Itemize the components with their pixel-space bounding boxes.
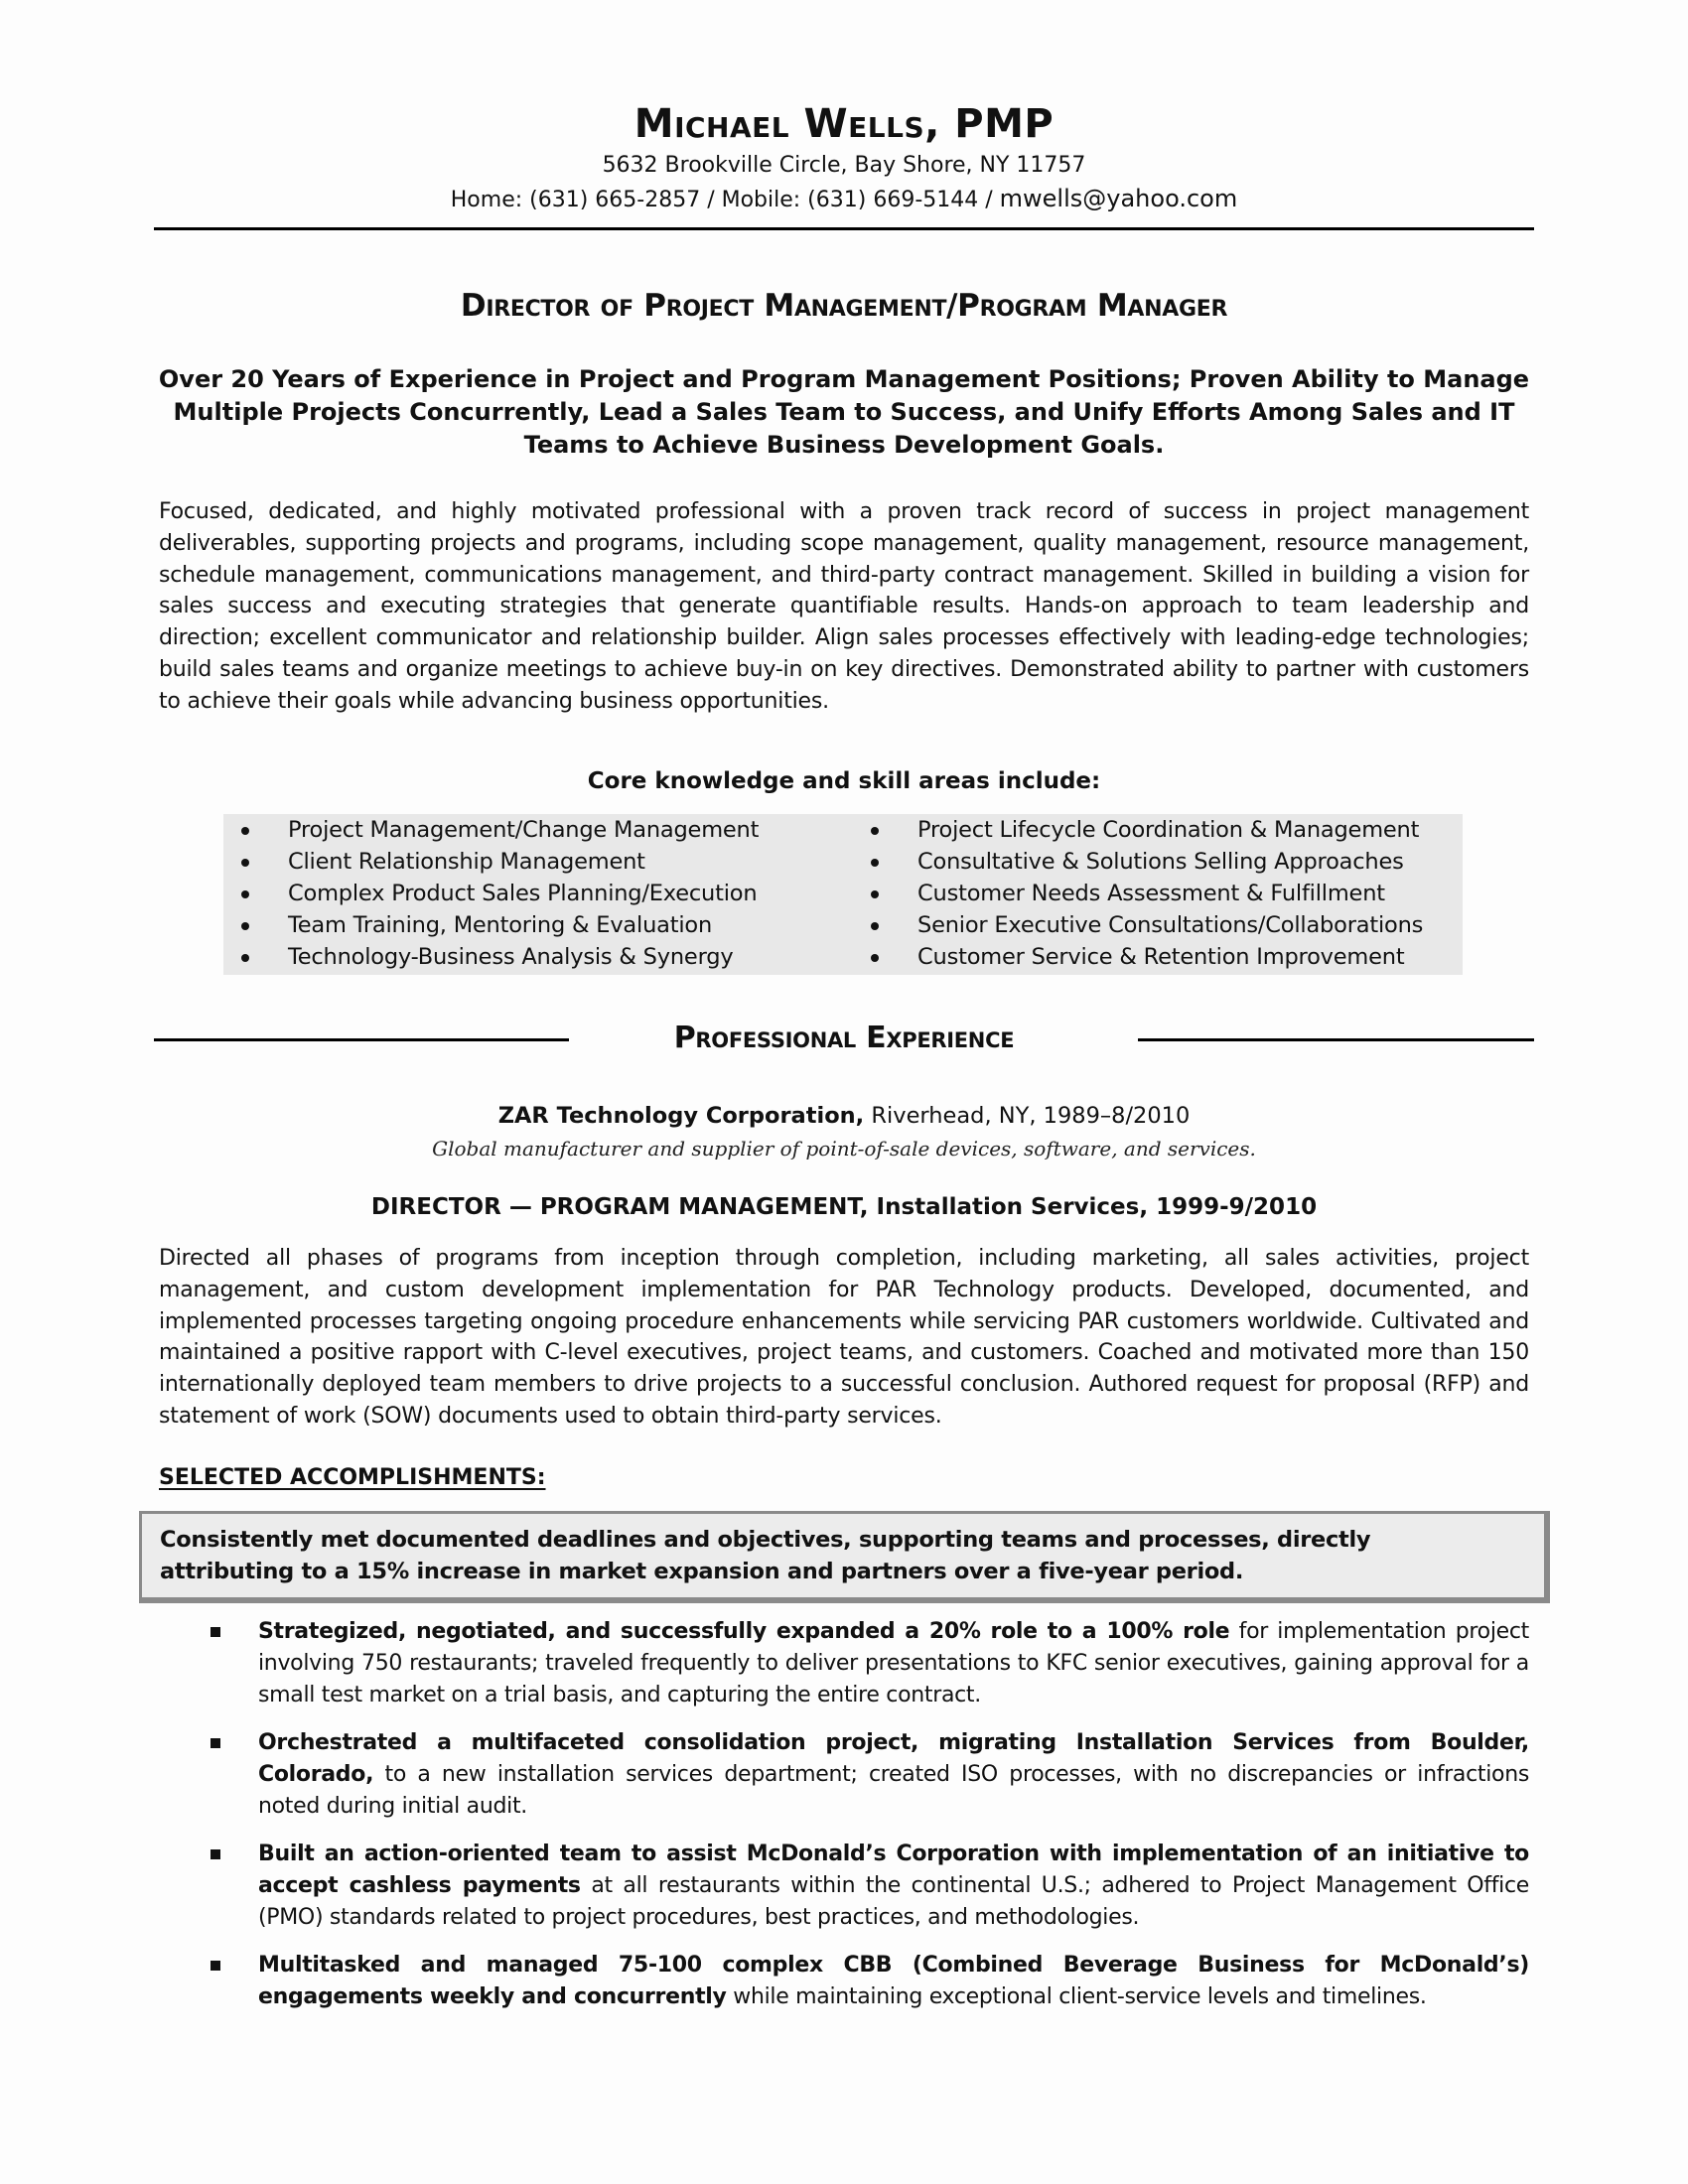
company-line bbox=[0, 1103, 1688, 1129]
bullet-icon bbox=[241, 890, 249, 898]
highlight-text: Consistently met documented deadlines and objectives, supporting teams and processes, directly attributing to a 15% increase in market expansion and partners over a five-year period. bbox=[160, 1527, 1371, 1584]
bullet-icon bbox=[871, 954, 879, 962]
bullet-icon bbox=[871, 859, 879, 867]
accomplishments-list bbox=[211, 1616, 1529, 2029]
skill-item: Technology-Business Analysis & Synergy bbox=[223, 941, 839, 973]
accomplishment-item: Multitasked and managed 75-100 complex CBB (Combined Beverage Business for McDonald’s) engagements weekly and concurrently while maintaining exceptional client-service levels and timelines. bbox=[211, 1950, 1529, 2013]
skill-item: Client Relationship Management bbox=[223, 846, 839, 878]
square-bullet-icon bbox=[211, 1849, 220, 1859]
job-description: Directed all phases of programs from inception through completion, including marketing, all sales activities, project management, and custom development implementation for PAR Technology products. Developed, documented, and implemented processes targeting ongoing procedure enhancements while servicing PAR customers worldwide. Cultivated and maintained a positive rapport with C-level executives, project teams, and customers. Coached and motivated more than 150 internationally deployed team members to drive projects to a successful conclusion. Authored request for proposal (RFP) and statement of work (SOW) documents used to obtain third-party services. bbox=[159, 1246, 1529, 1429]
tagline: Over 20 Years of Experience in Project and Program Management Positions; Proven Ability to Manage Multiple Projects Concurrently, Lead a Sales Team to Success, and Unify Efforts Among Sales and IT Teams to Achieve Business Development Goals. bbox=[158, 365, 1530, 459]
accomplishment-item: Orchestrated a multifaceted consolidation project, migrating Installation Services from Boulder, Colorado, to a new installation services department; created ISO processes, with no discrepancies or infractions noted during initial audit. bbox=[211, 1727, 1529, 1823]
skills-column-left bbox=[223, 814, 839, 973]
contact-line bbox=[0, 185, 1688, 212]
experience-heading: Professional Experience bbox=[673, 1021, 1015, 1055]
core-skills-box bbox=[223, 814, 1463, 975]
bullet-icon bbox=[241, 827, 249, 835]
square-bullet-icon bbox=[211, 1738, 220, 1748]
bullet-icon bbox=[241, 954, 249, 962]
summary-paragraph: Focused, dedicated, and highly motivated professional with a proven track record of success in project management deliverables, supporting projects and programs, including scope management, quality management, resource management, schedule management, communications management, and third-party contract management. Skilled in building a vision for sales success and executing strategies that generate quantifiable results. Hands-on approach to team leadership and direction; excellent communicator and relationship builder. Align sales processes effectively with leading-edge technologies; build sales teams and organize meetings to achieve buy-in on key directives. Demonstrated ability to partner with customers to achieve their goals while advancing business opportunities. bbox=[159, 499, 1529, 714]
highlight-box bbox=[139, 1511, 1550, 1603]
email-link[interactable]: mwells@yahoo.com bbox=[999, 185, 1238, 212]
job-title: DIRECTOR — PROGRAM MANAGEMENT, Installation Services, 1999-9/2010 bbox=[370, 1194, 1318, 1220]
accomplishment-item: Built an action-oriented team to assist McDonald’s Corporation with implementation of an initiative to accept cashless payments at all restaurants within the continental U.S.; adhered to Project Management Office (PMO) standards related to project procedures, best practices, and methodologies. bbox=[211, 1839, 1529, 1934]
skill-item: Project Lifecycle Coordination & Management bbox=[853, 814, 1463, 846]
skill-item: Consultative & Solutions Selling Approaches bbox=[853, 846, 1463, 878]
skill-item: Customer Needs Assessment & Fulfillment bbox=[853, 878, 1463, 909]
skill-item: Complex Product Sales Planning/Execution bbox=[223, 878, 839, 909]
skill-item: Customer Service & Retention Improvement bbox=[853, 941, 1463, 973]
company-location-dates: Riverhead, NY, 1989–8/2010 bbox=[864, 1103, 1191, 1129]
company-description: Global manufacturer and supplier of point-of-sale devices, software, and services. bbox=[432, 1137, 1256, 1160]
bullet-icon bbox=[871, 922, 879, 930]
bullet-icon bbox=[241, 922, 249, 930]
skills-column-right bbox=[853, 814, 1463, 973]
resume-title: Director of Project Management/Program Manager bbox=[460, 288, 1228, 324]
skill-item: Project Management/Change Management bbox=[223, 814, 839, 846]
skill-item: Senior Executive Consultations/Collaborations bbox=[853, 909, 1463, 941]
core-skills-heading: Core knowledge and skill areas include: bbox=[587, 768, 1101, 794]
bullet-icon bbox=[871, 890, 879, 898]
address: 5632 Brookville Circle, Bay Shore, NY 11757 bbox=[602, 153, 1086, 178]
candidate-name: Michael Wells, PMP bbox=[633, 101, 1055, 147]
section-rule-right bbox=[1138, 1038, 1534, 1041]
square-bullet-icon bbox=[211, 1961, 220, 1971]
header-divider bbox=[154, 227, 1534, 230]
bullet-icon bbox=[871, 827, 879, 835]
bullet-icon bbox=[241, 859, 249, 867]
phone-numbers: Home: (631) 665-2857 / Mobile: (631) 669-5144 / bbox=[450, 188, 1000, 212]
skill-item: Team Training, Mentoring & Evaluation bbox=[223, 909, 839, 941]
company-name: ZAR Technology Corporation, bbox=[497, 1103, 865, 1129]
accomplishment-item: Strategized, negotiated, and successfully expanded a 20% role to a 100% role for implementation project involving 750 restaurants; traveled frequently to deliver presentations to KFC senior executives, gaining approval for a small test market on a trial basis, and capturing the entire contract. bbox=[211, 1616, 1529, 1711]
accomplishments-heading: SELECTED ACCOMPLISHMENTS: bbox=[159, 1465, 546, 1490]
square-bullet-icon bbox=[211, 1627, 220, 1637]
